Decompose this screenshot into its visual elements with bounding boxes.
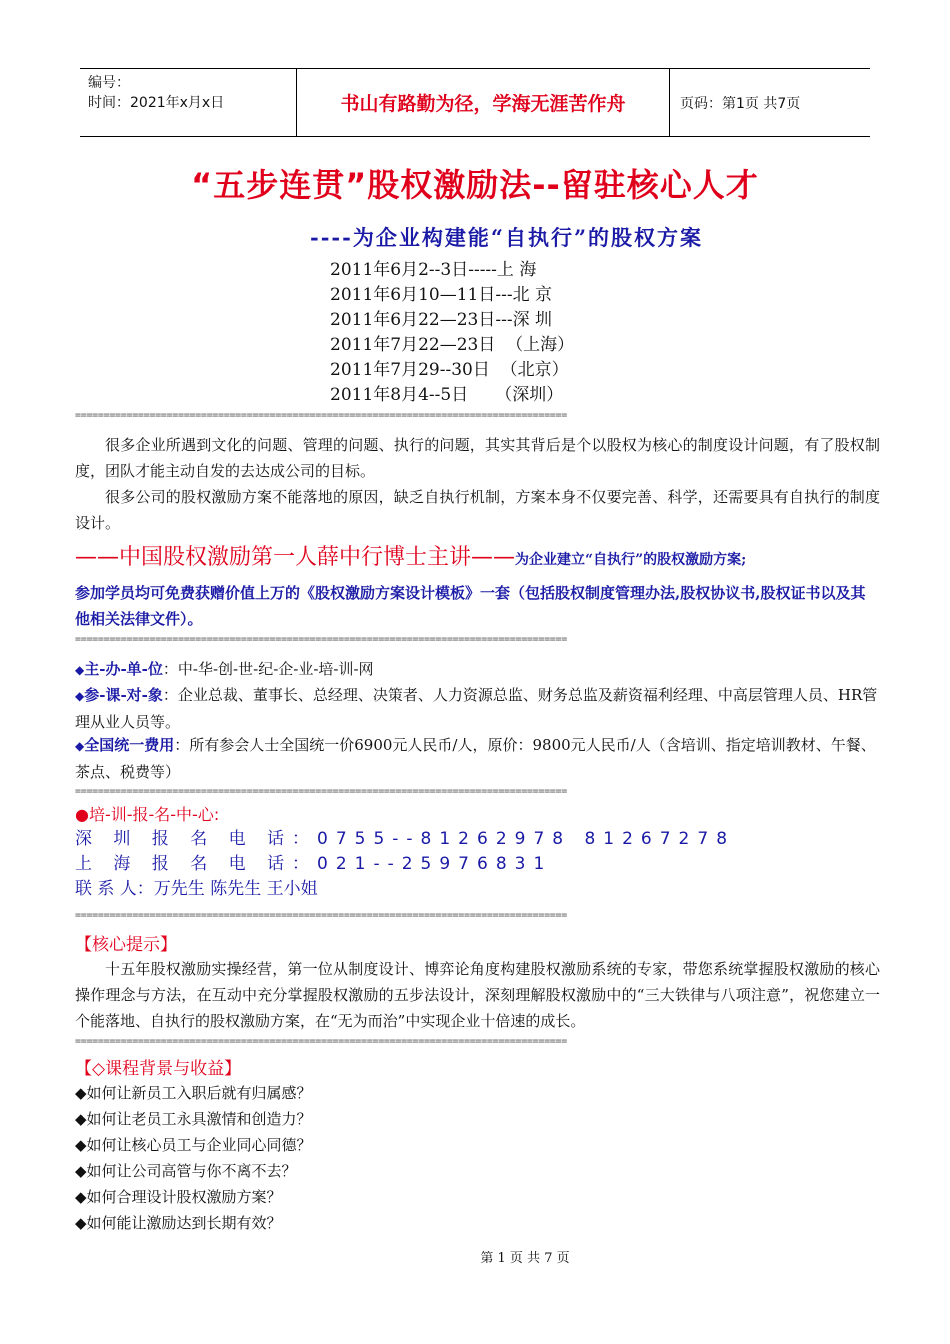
schedule-item: 2011年8月4--5日 （深圳） xyxy=(330,385,564,405)
diamond-icon: ◆ xyxy=(75,739,85,753)
fee-label: 全国统一费用 xyxy=(84,736,175,754)
header-page-info: 页码：第1页 共7页 xyxy=(680,95,801,112)
intro-paragraph: 很多企业所遇到文化的问题、管理的问题、执行的问题，其实其背后是个以股权为核心的制度设计问题，有了股权制度，团队才能主动自发的去达成公司的目标。 xyxy=(75,436,880,480)
page-subtitle: ----为企业构建能“自执行”的股权方案 xyxy=(310,225,704,250)
list-item: ◆如何让公司高管与你不离不去？ xyxy=(75,1162,297,1180)
schedule-item: 2011年6月2--3日-----上 海 xyxy=(330,260,537,280)
time-label: 时间：2021年x月x日 xyxy=(88,95,225,111)
audience-value: ：企业总裁、董事长、总经理、决策者、人力资源总监、财务总监及薪资福利经理、中高层管理人员、HR管理从业人员等。 xyxy=(75,686,878,731)
diamond-icon: ◆ xyxy=(75,689,85,703)
fee-row xyxy=(75,732,880,785)
contact-persons: 联 系 人：万先生 陈先生 王小姐 xyxy=(75,879,318,899)
list-item: ◆如何合理设计股权激励方案？ xyxy=(75,1188,282,1206)
separator-line: ====================================================================================== xyxy=(75,634,567,645)
benefit-list xyxy=(75,1080,312,1236)
registration-heading: ●培-训-报-名-中-心: xyxy=(75,805,220,824)
organizer-value: ：中-华-创-世-纪-企-业-培-训-网 xyxy=(162,660,374,678)
separator-line: ====================================================================================== xyxy=(75,910,567,921)
list-item: ◆如何让新员工入职后就有归属感？ xyxy=(75,1084,312,1102)
schedule-item: 2011年7月29--30日 （北京） xyxy=(330,360,569,380)
header-meta xyxy=(80,69,296,136)
separator-line: ====================================================================================== xyxy=(75,1036,567,1047)
intro-paragraph: 很多公司的股权激励方案不能落地的原因，缺乏自执行机制，方案本身不仅要完善、科学，还需要具有自执行的制度设计。 xyxy=(75,488,880,532)
header-table xyxy=(80,68,870,137)
lecturer-tagline: 为企业建立“自执行”的股权激励方案; xyxy=(515,552,747,568)
header-motto: 书山有路勤为径，学海无涯苦作舟 xyxy=(296,69,670,136)
page-footer: 第 1 页 共 7 页 xyxy=(480,1251,570,1266)
lecturer-line xyxy=(75,540,885,571)
audience-row xyxy=(75,682,880,735)
separator-line: ====================================================================================== xyxy=(75,786,567,797)
number-label: 编号： xyxy=(88,75,130,91)
schedule-item: 2011年6月10—11日---北 京 xyxy=(330,285,552,305)
core-heading: 【核心提示】 xyxy=(75,935,177,955)
core-paragraph: 十五年股权激励实操经营，第一位从制度设计、博弈论角度构建股权激励系统的专家，带您系统掌握股权激励的核心操作理念与方法，在互动中充分掌握股权激励的五步法设计，深刻理解股权激励中的“三大铁律与八项注意”，祝您建立一个能落地、自执行的股权激励方案，在“无为而治”中实现企业十倍速的成长。 xyxy=(75,960,880,1030)
fee-value: ：所有参会人士全国统一价6900元人民币/人，原价：9800元人民币/人（含培训、指定培训教材、午餐、茶点、税费等） xyxy=(75,736,876,781)
background-heading: 【◇课程背景与收益】 xyxy=(75,1059,242,1079)
list-item: ◆如何能让激励达到长期有效？ xyxy=(75,1214,282,1232)
diamond-icon: ◆ xyxy=(75,663,85,677)
gift-note: 参加学员均可免费获赠价值上万的《股权激励方案设计模板》一套（包括股权制度管理办法,股权协议书,股权证书以及其他相关法律文件）。 xyxy=(75,584,866,628)
page-title: “五步连贯”股权激励法--留驻核心人才 xyxy=(191,166,759,204)
shanghai-phone: 上 海 报 名 电 话：021--25976831 xyxy=(75,854,553,874)
list-item: ◆如何让老员工永具激情和创造力？ xyxy=(75,1110,312,1128)
registration-block xyxy=(75,802,735,902)
schedule-item: 2011年6月22—23日---深 圳 xyxy=(330,310,552,330)
audience-label: 参-课-对-象 xyxy=(84,686,163,704)
organizer-label: 主-办-单-位 xyxy=(84,660,163,678)
lecturer-name: ——中国股权激励第一人薛中行博士主讲—— xyxy=(75,545,516,570)
schedule-item: 2011年7月22—23日 （上海） xyxy=(330,335,575,355)
schedule-list xyxy=(330,258,574,408)
organizer-row xyxy=(75,656,880,683)
shenzhen-phone: 深 圳 报 名 电 话：0755--81262978 81267278 xyxy=(75,829,736,849)
separator-line: ====================================================================================== xyxy=(75,410,567,421)
list-item: ◆如何让核心员工与企业同心同德？ xyxy=(75,1136,312,1154)
